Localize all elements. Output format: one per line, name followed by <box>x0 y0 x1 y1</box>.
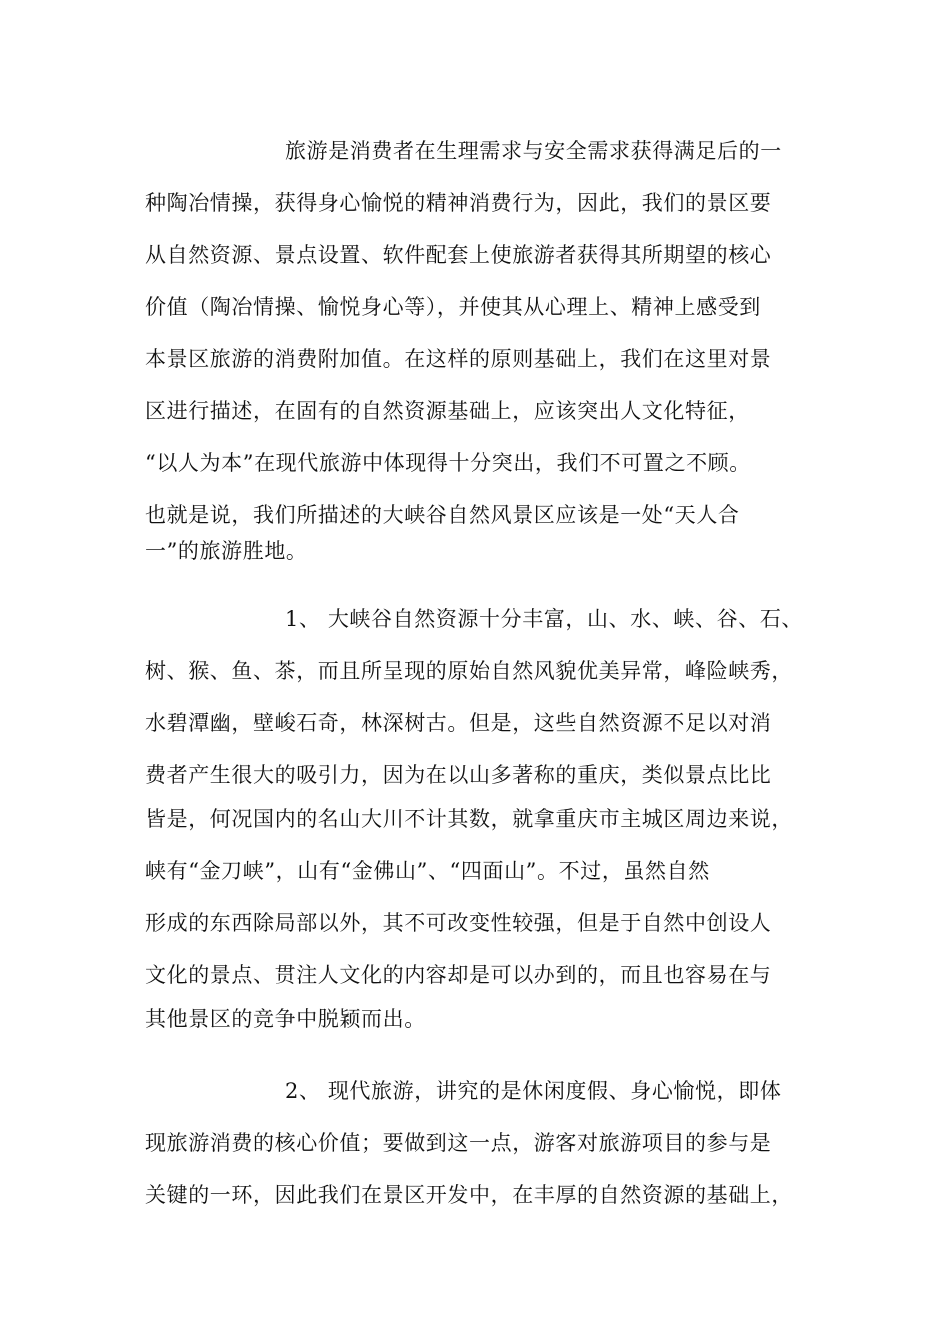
paragraph-2-line-1: 1、 大峡谷自然资源十分丰富，山、水、峡、谷、石、 <box>285 607 804 631</box>
paragraph-1-line-3: 从自然资源、景点设置、软件配套上使旅游者获得其所期望的核心 <box>145 243 772 267</box>
paragraph-2-line-2: 树、猴、鱼、茶，而且所呈现的原始自然风貌优美异常，峰险峡秀， <box>145 659 793 683</box>
paragraph-2-line-8: 文化的景点、贯注人文化的内容却是可以办到的，而且也容易在与 <box>145 963 772 987</box>
paragraph-1-line-2: 种陶冶情操，获得身心愉悦的精神消费行为，因此，我们的景区要 <box>145 191 772 215</box>
paragraph-2-line-6: 峡有“金刀峡”，山有“金佛山”、“四面山”。不过，虽然自然 <box>145 859 710 883</box>
paragraph-1-line-1: 旅游是消费者在生理需求与安全需求获得满足后的一 <box>285 139 782 163</box>
paragraph-2-line-4: 费者产生很大的吸引力，因为在以山多著称的重庆，类似景点比比 <box>145 763 772 787</box>
paragraph-1-line-5: 本景区旅游的消费附加值。在这样的原则基础上，我们在这里对景 <box>145 347 772 371</box>
paragraph-2-line-9: 其他景区的竞争中脱颖而出。 <box>145 1007 426 1031</box>
paragraph-3-line-1: 2、 现代旅游，讲究的是休闲度假、身心愉悦，即体 <box>285 1079 782 1103</box>
paragraph-1-line-4: 价值（陶冶情操、愉悦身心等），并使其从心理上、精神上感受到 <box>145 295 761 319</box>
paragraph-3-line-3: 关键的一环，因此我们在景区开发中，在丰厚的自然资源的基础上， <box>145 1183 793 1207</box>
paragraph-1-line-6: 区进行描述，在固有的自然资源基础上，应该突出人文化特征， <box>145 399 750 423</box>
paragraph-1-line-8: 也就是说，我们所描述的大峡谷自然风景区应该是一处“天人合 <box>145 503 740 527</box>
paragraph-2-line-5: 皆是，何况国内的名山大川不计其数，就拿重庆市主城区周边来说， <box>145 807 793 831</box>
paragraph-2-line-7: 形成的东西除局部以外，其不可改变性较强，但是于自然中创设人 <box>145 911 772 935</box>
paragraph-3-line-2: 现旅游消费的核心价值；要做到这一点，游客对旅游项目的参与是 <box>145 1131 772 1155</box>
paragraph-1-line-7: “以人为本”在现代旅游中体现得十分突出，我们不可置之不顾。 <box>145 451 751 475</box>
paragraph-1-line-9: 一”的旅游胜地。 <box>145 539 308 563</box>
paragraph-2-line-3: 水碧潭幽，壁峻石奇，林深树古。但是，这些自然资源不足以对消 <box>145 711 772 735</box>
